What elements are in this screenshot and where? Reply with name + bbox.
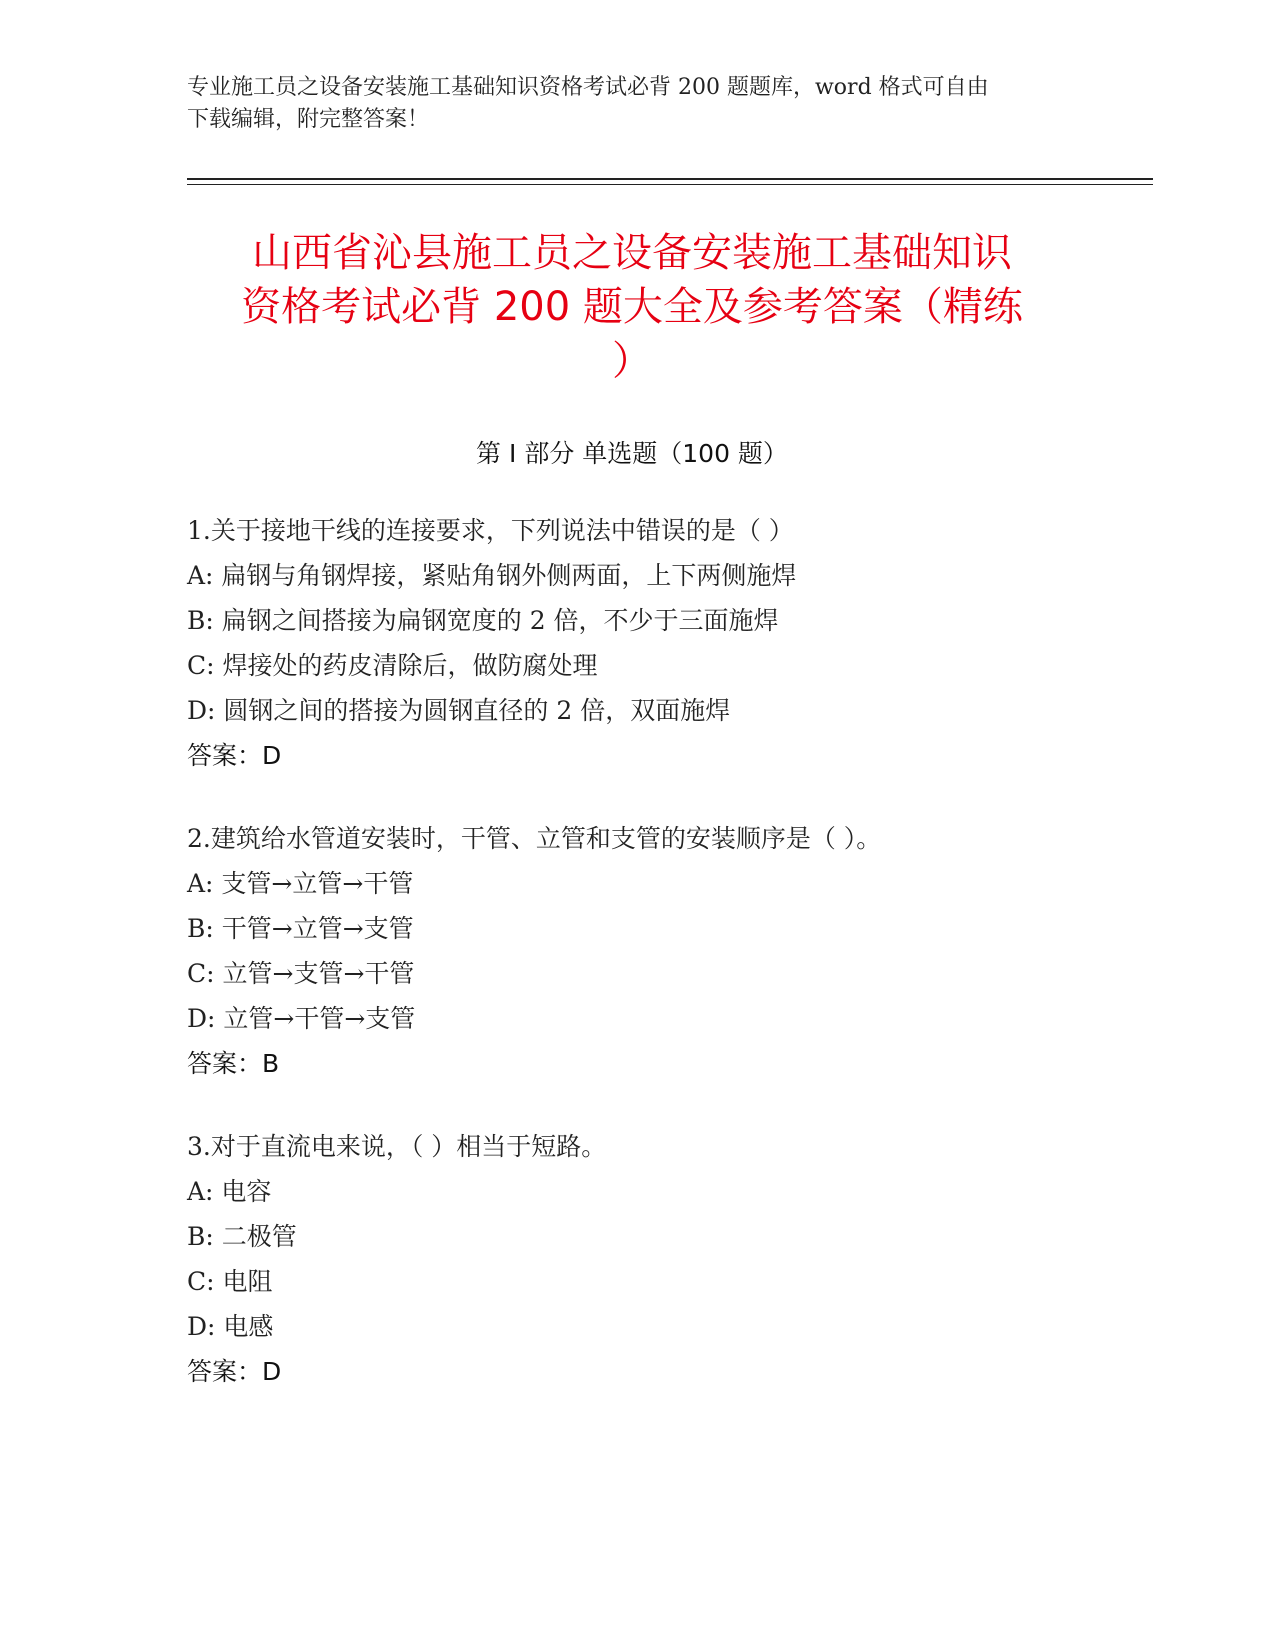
answer-key: 答案：D xyxy=(187,1357,282,1386)
question-stem: 1.关于接地干线的连接要求，下列说法中错误的是（ ） xyxy=(187,516,794,545)
section-title: 第 I 部分 单选题（100 题） xyxy=(476,439,788,468)
document-title-line-3: ） xyxy=(612,338,652,384)
header-note-line-2: 下载编辑，附完整答案！ xyxy=(187,107,430,132)
document-title-line-1: 山西省沁县施工员之设备安装施工基础知识 xyxy=(252,230,1012,276)
question-3 xyxy=(187,1124,1127,1394)
question-stem: 3.对于直流电来说，（ ）相当于短路。 xyxy=(187,1132,607,1161)
option-a: A: 支管→立管→干管 xyxy=(187,869,414,898)
header-note xyxy=(187,72,1087,136)
document-title-line-2: 资格考试必背 200 题大全及参考答案（精练 xyxy=(241,284,1023,330)
option-b: B: 干管→立管→支管 xyxy=(187,914,414,943)
header-divider-thin xyxy=(187,184,1153,185)
answer-key: 答案：D xyxy=(187,741,282,770)
header-note-line-1: 专业施工员之设备安装施工基础知识资格考试必背 200 题题库，word 格式可自由 xyxy=(187,75,989,100)
option-b: B: 扁钢之间搭接为扁钢宽度的 2 倍，不少于三面施焊 xyxy=(187,606,779,635)
option-c: C: 焊接处的药皮清除后，做防腐处理 xyxy=(187,651,598,680)
option-d: D: 电感 xyxy=(187,1312,274,1341)
option-c: C: 立管→支管→干管 xyxy=(187,959,415,988)
option-a: A: 电容 xyxy=(187,1177,272,1206)
answer-key: 答案：B xyxy=(187,1049,280,1078)
option-c: C: 电阻 xyxy=(187,1267,273,1296)
option-d: D: 立管→干管→支管 xyxy=(187,1004,416,1033)
question-1 xyxy=(187,508,1127,778)
question-2 xyxy=(187,816,1127,1086)
option-a: A: 扁钢与角钢焊接，紧贴角钢外侧两面，上下两侧施焊 xyxy=(187,561,797,590)
question-stem: 2.建筑给水管道安装时，干管、立管和支管的安装顺序是（ ）。 xyxy=(187,824,882,853)
option-d: D: 圆钢之间的搭接为圆钢直径的 2 倍，双面施焊 xyxy=(187,696,731,725)
option-b: B: 二极管 xyxy=(187,1222,297,1251)
document-title xyxy=(187,226,1077,388)
header-divider-thick xyxy=(187,178,1153,180)
